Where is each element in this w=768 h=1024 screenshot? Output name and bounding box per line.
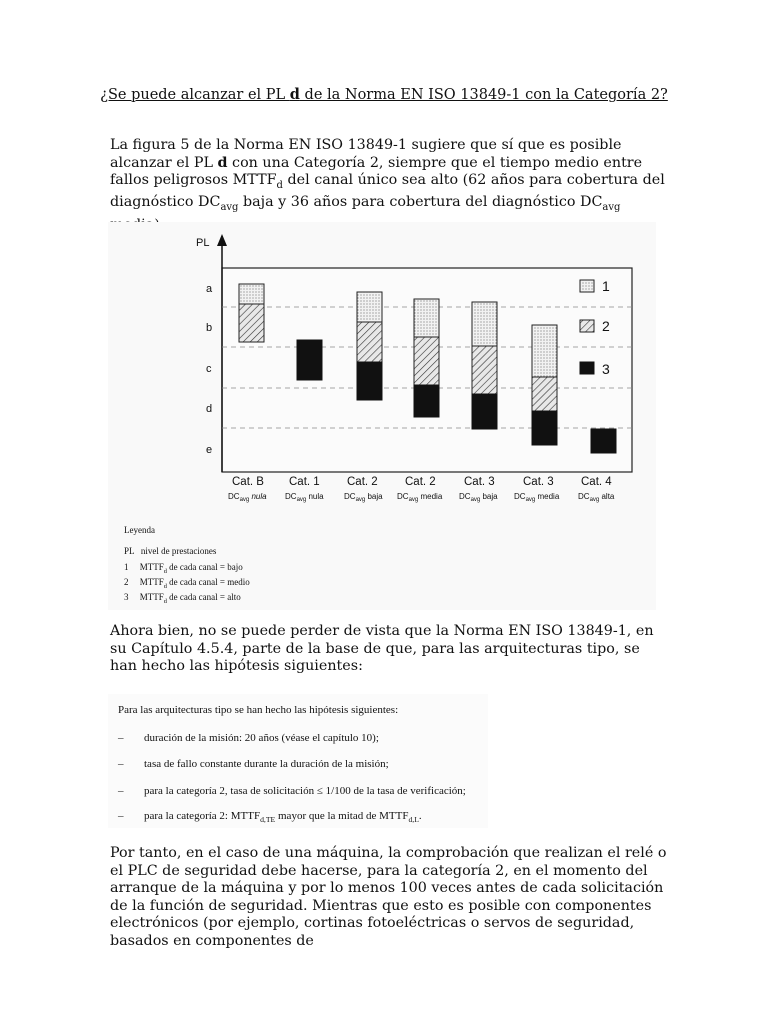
legend-title: Leyenda — [124, 525, 155, 535]
intro-paragraph — [110, 137, 670, 234]
quote-intro: Para las arquitecturas tipo se han hecho las hipótesis siguientes: — [118, 704, 399, 716]
p1-sub-d: d — [276, 179, 283, 191]
quote-item: – tasa de fallo constante durante la duración de la misión; — [118, 758, 389, 770]
dc-labels — [228, 492, 615, 503]
y-tick-d: d — [206, 403, 213, 415]
quote-item: – duración de la misión: 20 años (véase el capítulo 10); — [118, 732, 379, 744]
bar-cat-3-baja — [472, 302, 497, 429]
svg-text:DCavg nula: $DC_{avg}$ nula — [285, 492, 324, 503]
quote-item: – para la categoría 2, tasa de solicitación ≤ 1/100 de la tasa de verificación; — [118, 785, 466, 797]
cat-label-2: Cat. 2 — [347, 476, 378, 488]
cat-label-3: Cat. 2 — [405, 476, 436, 488]
svg-text:DCavg media: $DC_{avg}$ media — [514, 492, 560, 503]
bar-cat-2-media — [414, 299, 439, 417]
cat-label-5: Cat. 3 — [523, 476, 554, 488]
y-tick-e: e — [206, 444, 213, 456]
p1-bold-d: d — [217, 154, 228, 171]
legend-line-pl: PL nivel de prestaciones — [124, 546, 217, 556]
y-axis-label: PL — [196, 237, 210, 249]
svg-text:DCavg baja: $DC_{avg}$ baja — [459, 492, 498, 503]
page-title — [0, 86, 768, 103]
legend-key-1: 1 — [602, 278, 610, 294]
cat-label-1: Cat. 1 — [289, 476, 320, 488]
legend-line-2: 2 $MTTF_d$ de cada canal = medio — [124, 577, 250, 590]
cat-label-0: Cat. B — [232, 476, 264, 488]
legend-line-3: 3 $MTTF_d$ de cada canal = alto — [124, 592, 241, 605]
third-paragraph: Por tanto, en el caso de una máquina, la comprobación que realizan el relé o el PLC de seguridad debe hacerse, para la categoría 2, en el momento del arranque de la máquina y por lo menos 100 veces antes de cada solicitación de la función de seguridad. Mientras que esto es posible con componentes electrónicos (por ejemplo, cortinas fotoeléctricas o servos de seguridad, basados en componentes de — [110, 845, 667, 949]
y-tick-a: a — [206, 283, 213, 295]
legend-key-3-swatch — [580, 362, 594, 374]
y-tick-c: c — [206, 363, 212, 375]
bar-cat-3-media — [532, 325, 557, 445]
bar-cat-4 — [591, 429, 616, 453]
title-pre: ¿Se puede alcanzar el PL — [100, 87, 290, 103]
legend-key-2: 2 — [602, 318, 610, 334]
legend-key-1-swatch — [580, 280, 594, 292]
bar-cat-2-baja — [357, 292, 382, 400]
legend-key-2-swatch — [580, 320, 594, 332]
quoted-hypotheses — [108, 694, 488, 828]
cat-label-4: Cat. 3 — [464, 476, 495, 488]
legend-line-1: 1 $MTTF_d$ de cada canal = bajo — [124, 562, 243, 575]
p1-text-f: baja y 36 años para cobertura del diagnóstico DC — [238, 194, 603, 211]
cat-label-6: Cat. 4 — [581, 476, 612, 488]
bar-cat-1 — [297, 340, 322, 380]
y-tick-b: b — [206, 322, 213, 334]
p1-text-a: La figura 5 de la Norma EN ISO 13849-1 sugiere que sí que es posible alcanzar el PL — [110, 137, 622, 171]
bar-cat-b — [239, 284, 264, 342]
y-axis-arrow — [217, 234, 227, 246]
second-paragraph: Ahora bien, no se puede perder de vista que la Norma EN ISO 13849-1, en su Capítulo 4.5.4, parte de la base de que, para las arquitecturas tipo, se han hecho las hipótesis siguientes: — [110, 623, 654, 674]
svg-text:DCavg nula: $DC_{avg}$ nula — [228, 492, 267, 503]
title-bold: d — [289, 86, 300, 103]
title-post: de la Norma EN ISO 13849-1 con la Categoría 2? — [299, 87, 668, 103]
p1-text-e: del canal único sea alto (62 años para cobertura del diagnóstico DC — [110, 172, 665, 211]
svg-text:DCavg media: $DC_{avg}$ media — [397, 492, 443, 503]
svg-text:DCavg alta: $DC_{avg}$ alta — [578, 492, 615, 503]
quote-item: – para la categoría 2: $MTTF_{d,TE}$ mayor que la mitad de $MTTF_{d,L}$. — [118, 810, 422, 825]
p1-text-c: con una Categoría 2, siempre que el tiempo medio entre fallos peligrosos MTTF — [110, 154, 643, 188]
legend-key-3: 3 — [602, 361, 610, 377]
svg-text:DCavg baja: $DC_{avg}$ baja — [344, 492, 383, 503]
p1-sub-avg1: avg — [220, 202, 239, 214]
p1-sub-avg2: avg — [602, 202, 621, 214]
